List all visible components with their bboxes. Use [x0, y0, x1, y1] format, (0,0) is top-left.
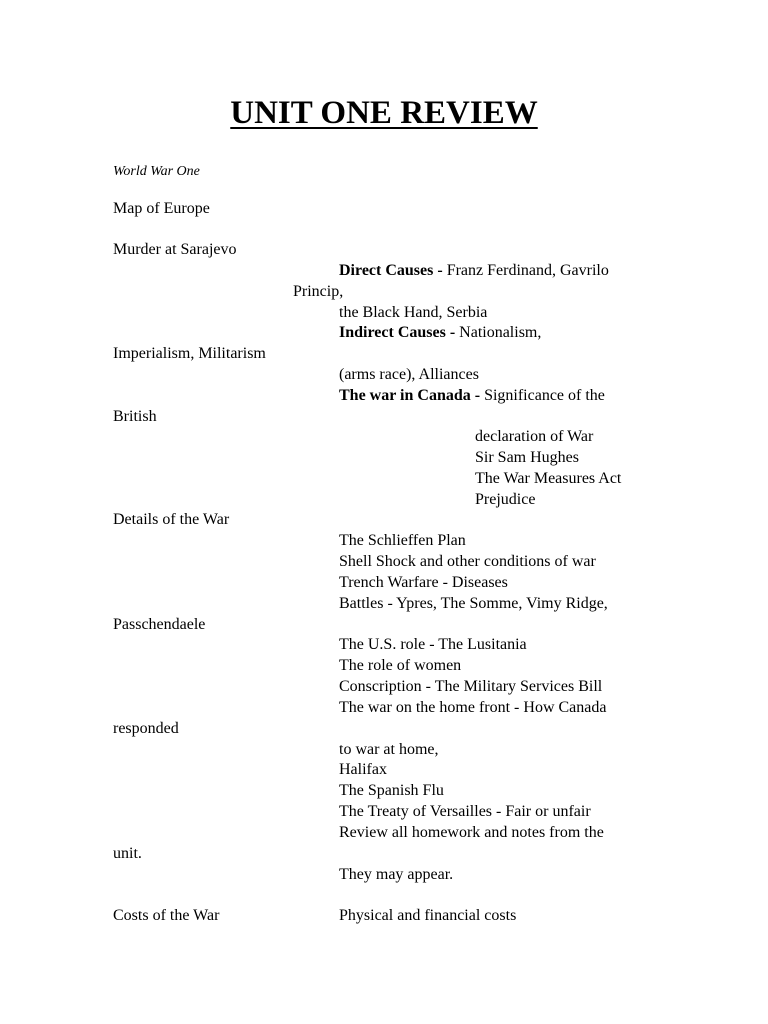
details-item: The Treaty of Versailles - Fair or unfair: [339, 803, 591, 820]
document-subtitle: World War One: [113, 164, 200, 179]
topic-murder-at-sarajevo: Murder at Sarajevo: [113, 241, 237, 258]
war-in-canada-line: [339, 386, 605, 406]
direct-causes-line: [339, 261, 609, 281]
details-item-continuation: Passchendaele: [113, 616, 206, 633]
details-item: Trench Warfare - Diseases: [339, 574, 508, 591]
indirect-causes-heading: Indirect Causes -: [339, 324, 456, 341]
indirect-causes-text: Nationalism,: [455, 324, 542, 341]
indirect-causes-continuation-2: (arms race), Alliances: [339, 366, 479, 383]
details-item: The Spanish Flu: [339, 782, 444, 799]
indirect-causes-line: [339, 323, 541, 343]
costs-item: Physical and financial costs: [339, 907, 517, 924]
war-in-canada-continuation: British: [113, 408, 157, 425]
details-item: Review all homework and notes from the: [339, 824, 604, 841]
details-item: The role of women: [339, 657, 462, 674]
direct-causes-continuation: Princip,: [293, 283, 344, 300]
war-in-canada-heading: The war in Canada -: [339, 387, 481, 404]
war-in-canada-item: declaration of War: [475, 428, 594, 445]
war-in-canada-text: Significance of the: [480, 387, 605, 404]
direct-causes-text: Franz Ferdinand, Gavrilo: [442, 262, 609, 279]
details-item: The U.S. role - The Lusitania: [339, 636, 527, 653]
document-title: UNIT ONE REVIEW: [230, 95, 538, 131]
war-in-canada-item: The War Measures Act: [475, 470, 622, 487]
details-item-continuation: responded: [113, 720, 179, 737]
war-in-canada-item: Sir Sam Hughes: [475, 449, 579, 466]
details-item: Shell Shock and other conditions of war: [339, 553, 596, 570]
indirect-causes-continuation: Imperialism, Militarism: [113, 345, 266, 362]
topic-costs-of-the-war: Costs of the War: [113, 907, 220, 924]
direct-causes-continuation-2: the Black Hand, Serbia: [339, 304, 488, 321]
direct-causes-heading: Direct Causes -: [339, 262, 443, 279]
details-item: The Schlieffen Plan: [339, 532, 466, 549]
topic-details-of-the-war: Details of the War: [113, 511, 230, 528]
war-in-canada-item: Prejudice: [475, 491, 536, 508]
details-item: Halifax: [339, 761, 387, 778]
details-item: They may appear.: [339, 866, 454, 883]
details-item: The war on the home front - How Canada: [339, 699, 607, 716]
topic-map-of-europe: Map of Europe: [113, 200, 210, 217]
details-item: Conscription - The Military Services Bill: [339, 678, 603, 695]
details-item-continuation: unit.: [113, 845, 142, 862]
details-item: to war at home,: [339, 741, 439, 758]
details-item: Battles - Ypres, The Somme, Vimy Ridge,: [339, 595, 608, 612]
